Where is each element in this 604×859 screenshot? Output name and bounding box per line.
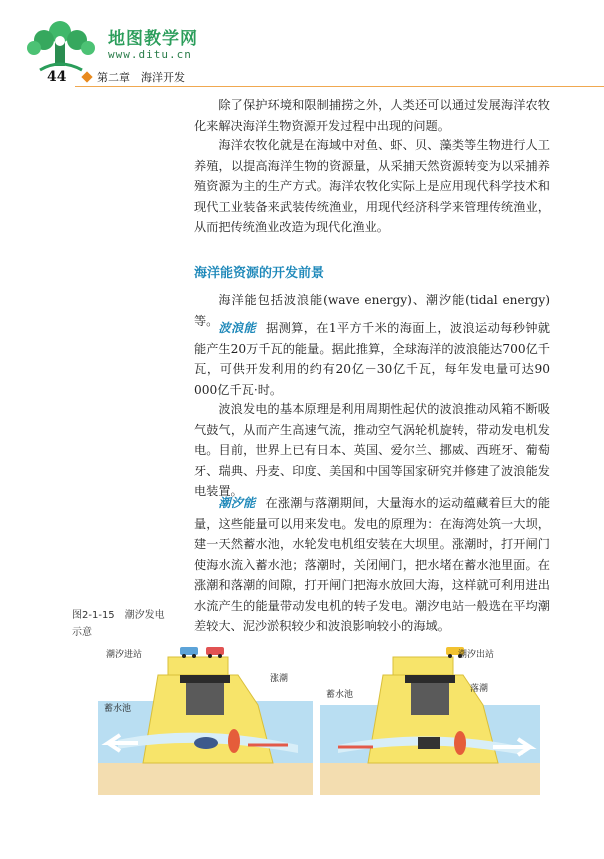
label-ebb-tide: 落潮	[470, 684, 489, 694]
tidal-power-diagram	[98, 645, 540, 805]
wave-energy-text: 据测算，在1平方千米的海面上，波浪运动每秒钟就能产生20万千瓦的能量。据此推算，全球海洋的波浪能达700亿千瓦，可供开发利用的约有20亿－30亿千瓦，每年发电量可达90 000亿千瓦·时。	[194, 321, 550, 397]
site-logo-icon	[22, 18, 100, 74]
wave-energy-term: 波浪能	[218, 321, 257, 335]
paragraph-ocean-farming: 海洋农牧化就是在海域中对鱼、虾、贝、藻类等生物进行人工养殖，以提高海洋生物的资源量，从采捕天然资源转变为以采捕养殖资源为主的生产方式。海洋农牧化实际上是应用现代科学技术和现代工业装备来武装传统渔业，用现代经济科学来管理传统渔业，从而把传统渔业改造为现代化渔业。	[194, 138, 550, 234]
tidal-outflow-panel	[320, 645, 540, 795]
site-name: 地图教学网	[108, 29, 198, 49]
label-left-reservoir: 蓄水池	[104, 704, 132, 714]
paragraph-wave-energy	[194, 318, 550, 400]
site-url: www.ditu.cn	[108, 48, 192, 61]
paragraph-tidal-energy	[194, 493, 550, 637]
chapter-title: 第二章 海洋开发	[97, 71, 185, 84]
tidal-energy-text: 在涨潮与落潮期间，大量海水的运动蕴藏着巨大的能量，这些能量可以用来发电。发电的原理为：在海湾处筑一大坝，建一天然蓄水池，水轮发电机组安装在大坝里。涨潮时，打开闸门使海水流入蓄水池；落潮时，关闭闸门，把水堵在蓄水池里面。在涨潮和落潮的间隙，打开闸门把海水放回大海，这样就可利用进出水流产生的能量带动发电机的转子发电。潮汐电站一般选在平均潮差较大、泥沙淤积较少和波浪影响较小的海域。	[194, 496, 551, 633]
page-number: 44	[47, 69, 67, 85]
label-right-reservoir: 蓄水池	[326, 690, 354, 700]
tidal-inflow-panel	[98, 645, 313, 795]
section-title: 海洋能资源的开发前景	[194, 266, 325, 281]
paragraph-protection: 除了保护环境和限制捕捞之外，人类还可以通过发展海洋农牧化来解决海洋生物资源开发过程中出现的问题。	[194, 98, 550, 133]
label-tidal-inflow: 潮汐进站	[106, 650, 143, 660]
paragraph-ocean-energy-intro: 海洋能包括波浪能(wave energy)、潮汐能(tidal energy)等。	[194, 293, 550, 328]
figure-caption: 图2-1-15 潮汐发电示意	[72, 610, 165, 638]
paragraph-wave-principle: 波浪发电的基本原理是利用周期性起伏的波浪推动风箱不断吸气鼓气，从而产生高速气流，推动空气涡轮机旋转，带动发电机发电。目前，世界上已有日本、英国、爱尔兰、挪威、西班牙、葡萄牙、瑞典、丹麦、印度、美国和中国等国家研究并修建了波浪能发电装置。	[194, 402, 550, 498]
header-divider	[75, 86, 604, 87]
label-flood-tide: 涨潮	[270, 674, 289, 684]
tidal-energy-term: 潮汐能	[218, 496, 256, 510]
label-tidal-outflow: 潮汐出站	[458, 650, 495, 660]
